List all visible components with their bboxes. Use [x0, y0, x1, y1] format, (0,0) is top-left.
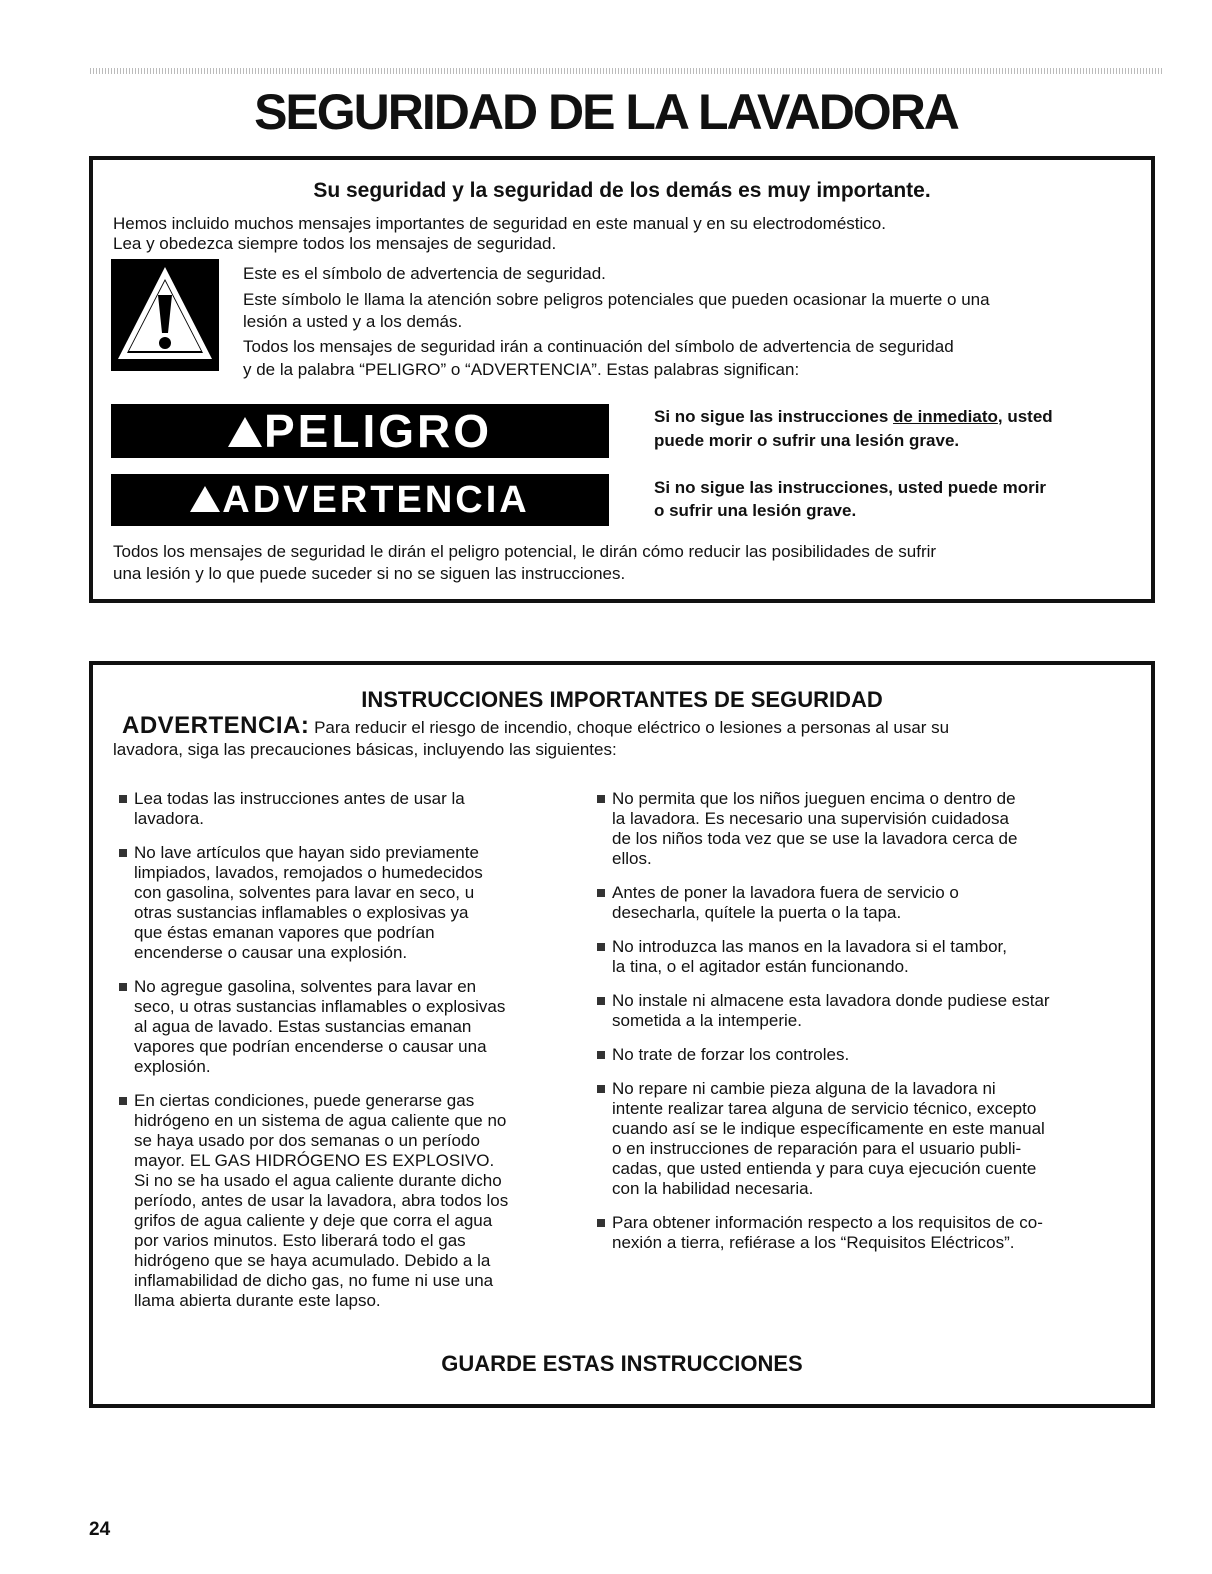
- list-item-line: No agregue gasolina, solventes para lavar en: [134, 977, 477, 996]
- top-rule: [90, 68, 1162, 74]
- list-item-line: Lea todas las instrucciones antes de usar la: [134, 789, 465, 808]
- peligro-banner: [111, 404, 609, 458]
- list-item-line: No lave artículos que hayan sido previamente: [134, 843, 479, 862]
- list-item-line: con la habilidad necesaria.: [612, 1179, 814, 1198]
- list-item-line: cuando así se le indique específicamente en este manual: [612, 1119, 1045, 1138]
- list-item-line: explosión.: [134, 1057, 211, 1076]
- advertencia-banner: [111, 474, 609, 526]
- list-item: [597, 1045, 1137, 1065]
- footer-line-1: Todos los mensajes de seguridad le dirán el peligro potencial, le dirán cómo reducir las posibilidades de sufrir: [113, 542, 937, 561]
- warning-triangle-icon: [228, 417, 262, 447]
- bullet-icon: [597, 1085, 605, 1093]
- list-item-line: Si no se ha usado el agua caliente durante dicho: [134, 1171, 502, 1190]
- list-item-line: cadas, que usted entienda y para cuya ejecución cuente: [612, 1159, 1037, 1178]
- symbol-text-1: Este es el símbolo de advertencia de seguridad.: [243, 264, 606, 283]
- bullet-icon: [119, 849, 127, 857]
- peligro-description-line-2: puede morir o sufrir una lesión grave.: [654, 431, 960, 450]
- safety-heading: Su seguridad y la seguridad de los demás es muy importante.: [313, 179, 931, 202]
- advertencia-description-line-2: o sufrir una lesión grave.: [654, 501, 857, 520]
- list-item-line: grifos de agua caliente y deje que corra el agua: [134, 1211, 493, 1230]
- list-item: [597, 937, 1137, 977]
- safety-footer: [113, 541, 1113, 585]
- list-item-line: limpiados, lavados, remojados o humedecidos: [134, 863, 483, 882]
- save-instructions-text: GUARDE ESTAS INSTRUCCIONES: [441, 1351, 803, 1376]
- instructions-box: [89, 661, 1155, 1408]
- list-item-line: hidrógeno que se haya acumulado. Debido a la: [134, 1251, 491, 1270]
- list-item-line: sometida a la intemperie.: [612, 1011, 802, 1030]
- list-item: [119, 843, 574, 963]
- symbol-text-3: lesión a usted y a los demás.: [243, 312, 463, 331]
- list-item-line: mayor. EL GAS HIDRÓGENO ES EXPLOSIVO.: [134, 1151, 495, 1170]
- advertencia-description-line-1: Si no sigue las instrucciones, usted puede morir: [654, 478, 1047, 497]
- list-item-line: la lavadora. Es necesario una supervisión cuidadosa: [612, 809, 1009, 828]
- list-item-line: encenderse o causar una explosión.: [134, 943, 408, 962]
- intro-line-2: Lea y obedezca siempre todos los mensajes de seguridad.: [113, 234, 557, 253]
- bullet-icon: [597, 1219, 605, 1227]
- list-item-line: Antes de poner la lavadora fuera de servicio o: [612, 883, 959, 902]
- bullet-icon: [119, 795, 127, 803]
- list-item-line: inflamabilidad de dicho gas, no fume ni use una: [134, 1271, 494, 1290]
- bullet-icon: [597, 795, 605, 803]
- instructions-right-column: [597, 789, 1137, 1267]
- list-item: [119, 789, 574, 829]
- symbol-text-5: y de la palabra “PELIGRO” o “ADVERTENCIA”. Estas palabras significan:: [243, 360, 800, 379]
- peligro-label: PELIGRO: [263, 405, 493, 457]
- bullet-icon: [597, 889, 605, 897]
- list-item: [597, 991, 1137, 1031]
- bullet-icon: [597, 997, 605, 1005]
- bullet-icon: [597, 943, 605, 951]
- list-item-line: intente realizar tarea alguna de servicio técnico, excepto: [612, 1099, 1037, 1118]
- list-item-line: al agua de lavado. Estas sustancias emanan: [134, 1017, 472, 1036]
- list-item-line: vapores que podrían encenderse o causar una: [134, 1037, 487, 1056]
- footer-line-2: una lesión y lo que puede suceder si no se siguen las instrucciones.: [113, 564, 626, 583]
- peligro-desc-underlined: de inmediato: [893, 407, 998, 426]
- list-item-line: se haya usado por dos semanas o un período: [134, 1131, 480, 1150]
- list-item: [119, 977, 574, 1077]
- safety-box: [89, 156, 1155, 603]
- list-item-line: seco, u otras sustancias inflamables o explosivas: [134, 997, 506, 1016]
- list-item-line: otras sustancias inflamables o explosivas ya: [134, 903, 469, 922]
- advertencia-statement-label: ADVERTENCIA:: [122, 712, 310, 739]
- list-item-line: por varios minutos. Esto liberará todo el gas: [134, 1231, 466, 1250]
- bullet-icon: [597, 1051, 605, 1059]
- list-item-line: de los niños toda vez que se use la lavadora cerca de: [612, 829, 1018, 848]
- list-item-line: llama abierta durante este lapso.: [134, 1291, 381, 1310]
- symbol-text-4: Todos los mensajes de seguridad irán a continuación del símbolo de advertencia de seguridad: [243, 337, 954, 356]
- list-item-line: nexión a tierra, refiérase a los “Requisitos Eléctricos”.: [612, 1233, 1015, 1252]
- list-item-line: No instale ni almacene esta lavadora donde pudiese estar: [612, 991, 1050, 1010]
- list-item-line: No repare ni cambie pieza alguna de la lavadora ni: [612, 1079, 996, 1098]
- list-item-line: o en instrucciones de reparación para el usuario publi-: [612, 1139, 1022, 1158]
- list-item-line: hidrógeno en un sistema de agua caliente que no: [134, 1111, 507, 1130]
- list-item-line: desecharla, quítele la puerta o la tapa.: [612, 903, 902, 922]
- list-item: [119, 1091, 574, 1311]
- advertencia-statement: [113, 712, 1132, 761]
- instructions-title: INSTRUCCIONES IMPORTANTES DE SEGURIDAD: [361, 687, 883, 712]
- symbol-text-2: Este símbolo le llama la atención sobre peligros potenciales que pueden ocasionar la muerte o una: [243, 290, 990, 309]
- list-item: [597, 883, 1137, 923]
- peligro-description-line-1: [654, 406, 1144, 428]
- advertencia-statement-text-1: Para reducir el riesgo de incendio, choque eléctrico o lesiones a personas al usar su: [314, 718, 950, 737]
- list-item-line: No introduzca las manos en la lavadora si el tambor,: [612, 937, 1007, 956]
- list-item: [597, 789, 1137, 869]
- list-item-line: la tina, o el agitador están funcionando.: [612, 957, 909, 976]
- advertencia-label: ADVERTENCIA: [222, 479, 530, 521]
- list-item: [597, 1079, 1137, 1199]
- peligro-desc-post: , usted: [997, 407, 1053, 426]
- bullet-icon: [119, 1097, 127, 1105]
- bullet-icon: [119, 983, 127, 991]
- safety-alert-icon: [111, 259, 219, 371]
- instructions-left-column: [119, 789, 574, 1325]
- peligro-desc-pre: Si no sigue las instrucciones: [654, 407, 894, 426]
- list-item: [597, 1213, 1137, 1253]
- page-number: 24: [89, 1519, 111, 1540]
- list-item-line: con gasolina, solventes para lavar en seco, u: [134, 883, 475, 902]
- list-item-line: Para obtener información respecto a los requisitos de co-: [612, 1213, 1043, 1232]
- list-item-line: No trate de forzar los controles.: [612, 1045, 850, 1064]
- list-item-line: No permita que los niños jueguen encima o dentro de: [612, 789, 1016, 808]
- list-item-line: período, antes de usar la lavadora, abra todos los: [134, 1191, 509, 1210]
- intro-line-1: Hemos incluido muchos mensajes importantes de seguridad en este manual y en su electrodoméstico.: [113, 214, 886, 233]
- advertencia-statement-text-2: lavadora, siga las precauciones básicas, incluyendo las siguientes:: [113, 740, 617, 759]
- warning-triangle-icon: [190, 486, 220, 512]
- list-item-line: En ciertas condiciones, puede generarse gas: [134, 1091, 475, 1110]
- list-item-line: que éstas emanan vapores que podrían: [134, 923, 435, 942]
- page-title: SEGURIDAD DE LA LAVADORA: [254, 84, 958, 140]
- list-item-line: ellos.: [612, 849, 652, 868]
- list-item-line: lavadora.: [134, 809, 204, 828]
